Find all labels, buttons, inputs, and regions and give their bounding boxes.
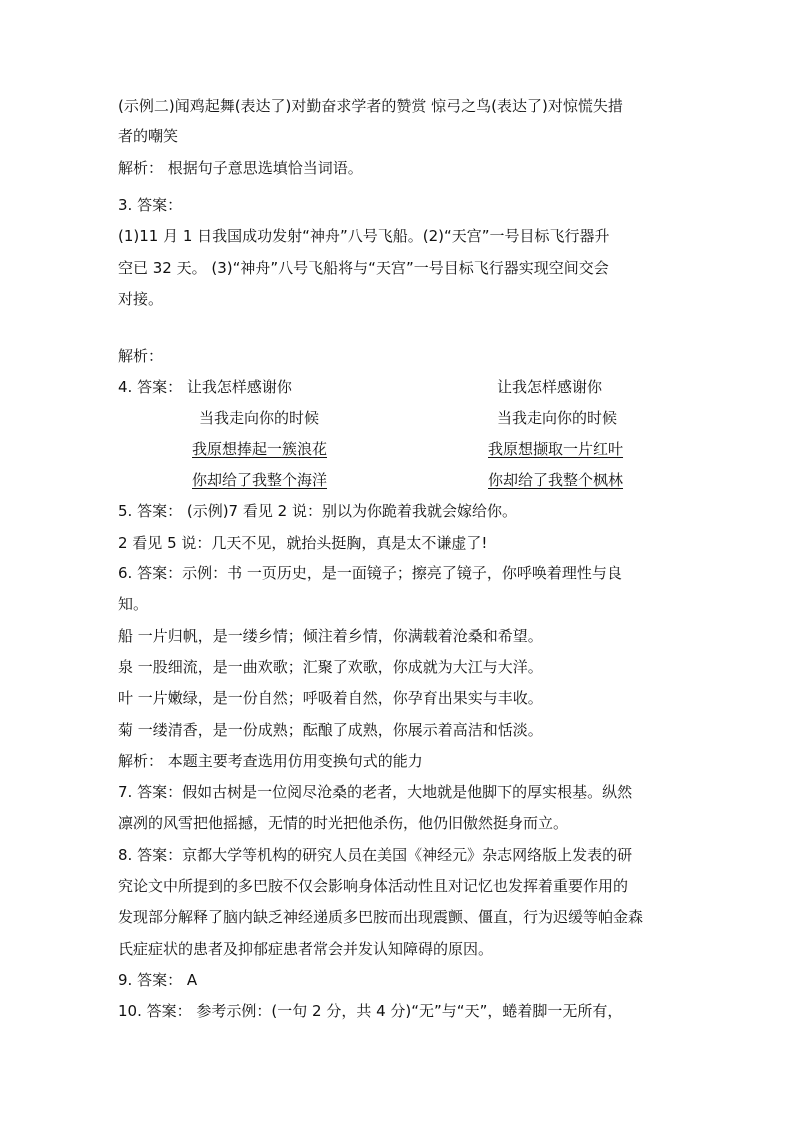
text-line: 2 看见 5 说：几天不见，就抬头挺胸，真是太不谦虚了! [118,534,488,552]
text-line: (示例二)闻鸡起舞(表达了)对勤奋求学者的赞赏 惊弓之鸟(表达了)对惊慌失措 [118,97,623,115]
text-line: 泉 一股细流，是一曲欢歌；汇聚了欢歌，你成就为大江与大洋。 [118,658,543,676]
poem-right-line-1: 让我怎样感谢你 [497,378,603,396]
text-line: 7. 答案：假如古树是一位阅尽沧桑的老者，大地就是他脚下的厚实根基。纵然 [118,783,633,801]
poem-left-line-1: 4. 答案： 让我怎样感谢你 [118,378,292,396]
text-line: 知。 [118,595,149,613]
poem-left-line-4: 你却给了我整个海洋 [192,471,328,489]
text-line: 究论文中所提到的多巴胺不仅会影响身体活动性且对记忆也发挥着重要作用的 [118,877,629,895]
text-line: 9. 答案： A [118,971,198,989]
text-line: 解析： 本题主要考查选用仿用变换句式的能力 [118,752,423,770]
text-line: (1)11 月 1 日我国成功发射“神舟”八号飞船。(2)“天宫”一号目标飞行器升 [118,227,610,245]
text-line: 发现部分解释了脑内缺乏神经递质多巴胺而出现震颤、僵直，行为迟缓等帕金森 [118,908,644,926]
text-line: 菊 一缕清香，是一份成熟；酝酿了成熟，你展示着高洁和恬淡。 [118,721,543,739]
text-line: 8. 答案：京都大学等机构的研究人员在美国《神经元》杂志网络版上发表的研 [118,846,633,864]
text-line: 空已 32 天。 (3)“神舟”八号飞船将与“天宫”一号目标飞行器实现空间交会 [118,259,609,277]
text-line: 凛冽的风雪把他摇撼，无情的时光把他杀伤，他仍旧傲然挺身而立。 [118,814,569,832]
text-line: 3. 答案： [118,196,183,214]
poem-left-line-2: 当我走向你的时候 [199,409,320,427]
text-line: 者的嘲笑 [118,127,179,145]
text-line: 对接。 [118,290,164,308]
poem-right-line-4: 你却给了我整个枫林 [488,471,624,489]
text-line: 船 一片归帆，是一缕乡情；倾注着乡情，你满载着沧桑和希望。 [118,627,543,645]
text-line: 6. 答案：示例：书 一页历史，是一面镜子；擦亮了镜子，你呼唤着理性与良 [118,564,622,582]
text-line: 解析： [118,347,164,365]
text-line: 10. 答案： 参考示例：(一句 2 分，共 4 分)“无”与“天”，蜷着脚一无所有， [118,1002,623,1020]
text-line: 解析： 根据句子意思选填恰当词语。 [118,159,363,177]
text-line: 叶 一片嫩绿，是一份自然；呼吸着自然，你孕育出果实与丰收。 [118,689,543,707]
poem-left-line-3: 我原想捧起一簇浪花 [192,440,328,458]
text-line: 氏症症状的患者及抑郁症患者常会并发认知障碍的原因。 [118,940,494,958]
poem-right-line-2: 当我走向你的时候 [497,409,618,427]
poem-right-line-3: 我原想撷取一片红叶 [488,440,624,458]
text-line: 5. 答案： (示例)7 看见 2 说：别以为你跪着我就会嫁给你。 [118,502,517,520]
